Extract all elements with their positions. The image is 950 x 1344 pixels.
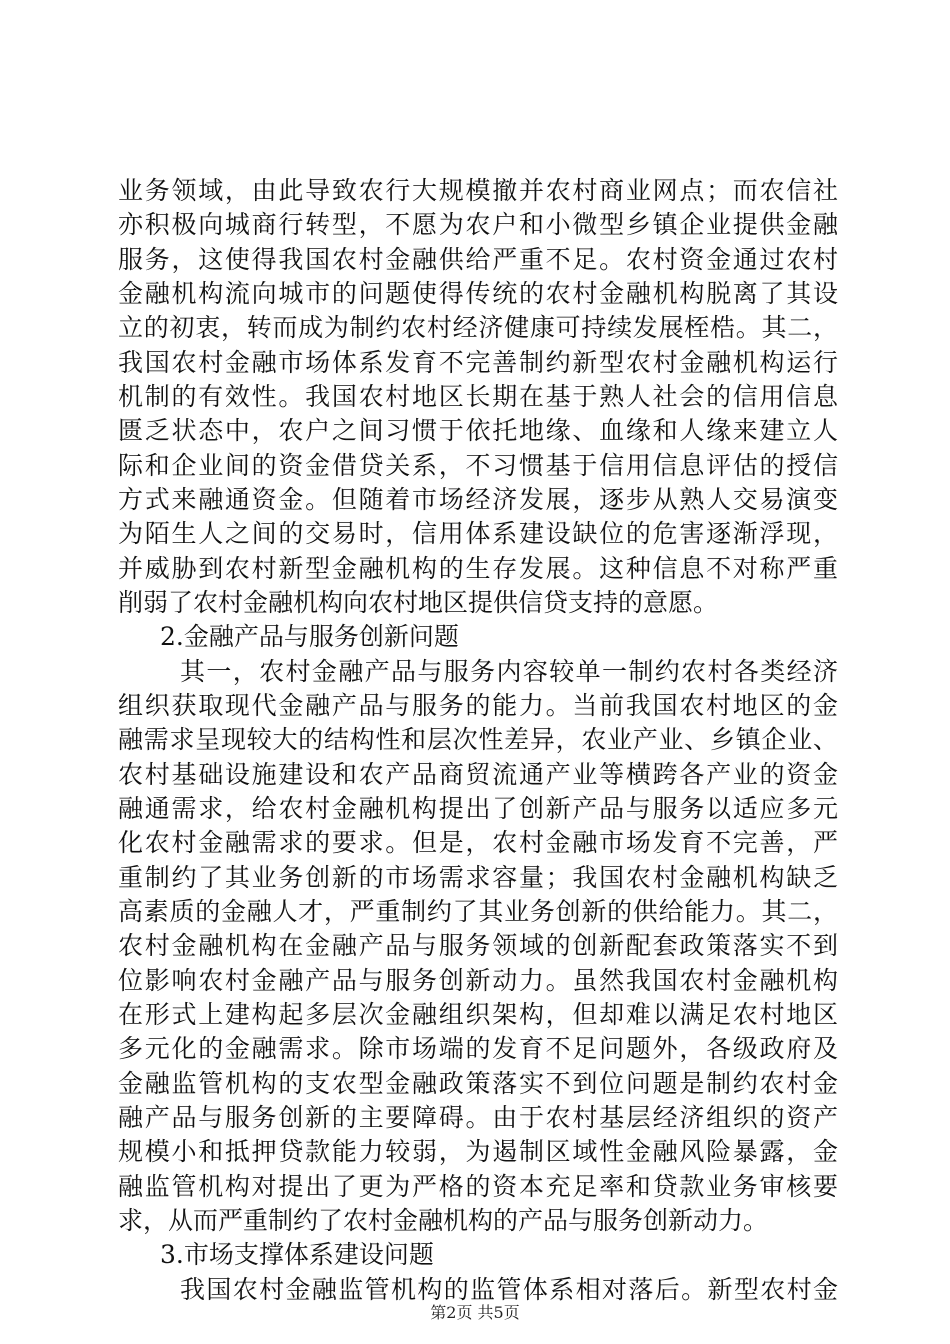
paragraph-line: 立的初衷，转而成为制约农村经济健康可持续发展桎梏。其二， bbox=[118, 313, 838, 342]
paragraph-line: 金融监管机构的支农型金融政策落实不到位问题是制约农村金 bbox=[118, 1069, 838, 1098]
paragraph-line: 农村金融机构在金融产品与服务领域的创新配套政策落实不到 bbox=[118, 931, 838, 960]
paragraph-line: 融产品与服务创新的主要障碍。由于农村基层经济组织的资产 bbox=[118, 1103, 838, 1132]
section-heading: 3.市场支撑体系建设问题 bbox=[160, 1240, 434, 1269]
paragraph-line: 削弱了农村金融机构向农村地区提供信贷支持的意愿。 bbox=[118, 588, 719, 617]
paragraph-line: 化农村金融需求的要求。但是，农村金融市场发育不完善，严 bbox=[118, 828, 838, 857]
paragraph-line: 农村基础设施建设和农产品商贸流通产业等横跨各产业的资金 bbox=[118, 760, 838, 789]
paragraph-line: 并威胁到农村新型金融机构的生存发展。这种信息不对称严重 bbox=[118, 554, 838, 583]
paragraph-line: 际和企业间的资金借贷关系，不习惯基于信用信息评估的授信 bbox=[118, 451, 838, 480]
paragraph-line: 业务领域，由此导致农行大规模撤并农村商业网点；而农信社 bbox=[118, 176, 838, 205]
paragraph-line: 组织获取现代金融产品与服务的能力。当前我国农村地区的金 bbox=[118, 691, 838, 720]
paragraph-line: 金融机构流向城市的问题使得传统的农村金融机构脱离了其设 bbox=[118, 279, 838, 308]
paragraph-first-line: 我国农村金融监管机构的监管体系相对落后。新型农村金 bbox=[180, 1275, 838, 1304]
paragraph-first-line: 其一，农村金融产品与服务内容较单一制约农村各类经济 bbox=[180, 657, 838, 686]
paragraph-line: 重制约了其业务创新的市场需求容量；我国农村金融机构缺乏 bbox=[118, 863, 838, 892]
paragraph-line: 规模小和抵押贷款能力较弱，为遏制区域性金融风险暴露，金 bbox=[118, 1137, 838, 1166]
paragraph-line: 服务，这使得我国农村金融供给严重不足。农村资金通过农村 bbox=[118, 245, 838, 274]
paragraph-line: 为陌生人之间的交易时，信用体系建设缺位的危害逐渐浮现， bbox=[118, 519, 838, 548]
paragraph-line: 求，从而严重制约了农村金融机构的产品与服务创新动力。 bbox=[118, 1206, 769, 1235]
paragraph-line: 融需求呈现较大的结构性和层次性差异，农业产业、乡镇企业、 bbox=[118, 725, 838, 754]
paragraph-line: 在形式上建构起多层次金融组织架构，但却难以满足农村地区 bbox=[118, 1000, 838, 1029]
paragraph-line: 高素质的金融人才，严重制约了其业务创新的供给能力。其二， bbox=[118, 897, 838, 926]
paragraph-line: 融监管机构对提出了更为严格的资本充足率和贷款业务审核要 bbox=[118, 1172, 838, 1201]
paragraph-line: 我国农村金融市场体系发育不完善制约新型农村金融机构运行 bbox=[118, 348, 838, 377]
paragraph-line: 位影响农村金融产品与服务创新动力。虽然我国农村金融机构 bbox=[118, 966, 838, 995]
section-heading: 2.金融产品与服务创新问题 bbox=[160, 622, 459, 651]
paragraph-line: 方式来融通资金。但随着市场经济发展，逐步从熟人交易演变 bbox=[118, 485, 838, 514]
paragraph-line: 匮乏状态中，农户之间习惯于依托地缘、血缘和人缘来建立人 bbox=[118, 416, 838, 445]
page-number-footer: 第2页 共5页 bbox=[430, 1303, 520, 1322]
paragraph-line: 融通需求，给农村金融机构提出了创新产品与服务以适应多元 bbox=[118, 794, 838, 823]
paragraph-line: 机制的有效性。我国农村地区长期在基于熟人社会的信用信息 bbox=[118, 382, 838, 411]
paragraph-line: 多元化的金融需求。除市场端的发育不足问题外，各级政府及 bbox=[118, 1034, 838, 1063]
paragraph-line: 亦积极向城商行转型，不愿为农户和小微型乡镇企业提供金融 bbox=[118, 210, 838, 239]
